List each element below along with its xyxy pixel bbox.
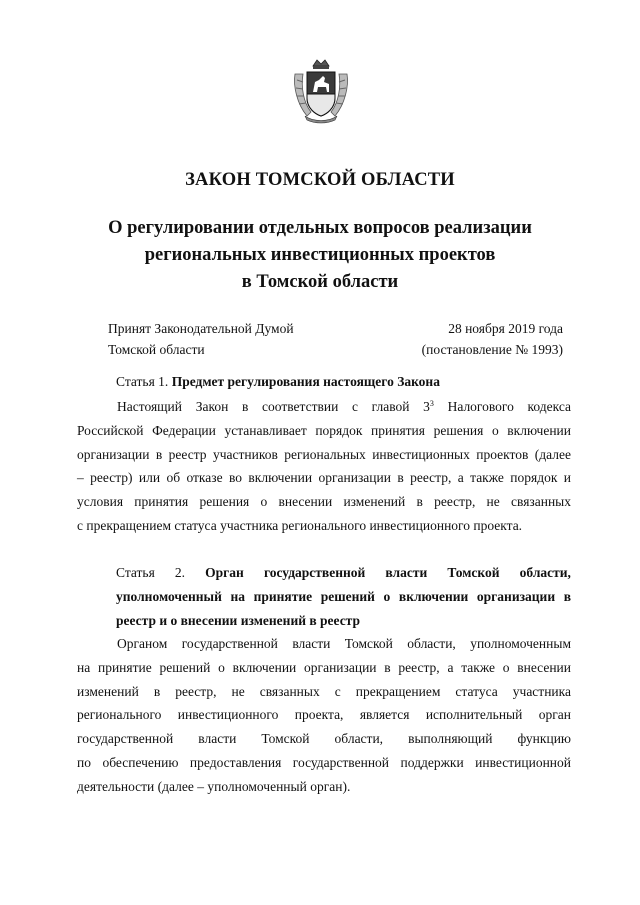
law-title: ЗАКОН ТОМСКОЙ ОБЛАСТИ bbox=[185, 170, 455, 190]
article-1-line: Российской Федерации устанавливает порядок принятия решения о включении bbox=[77, 422, 571, 438]
subtitle-line: в Томской области bbox=[241, 272, 399, 292]
article-2-line: изменений в реестр, не связанных с прекращением статуса участника bbox=[77, 683, 571, 699]
article-1-line: Настоящий Закон в соответствии с главой $3^3$ Налогового кодекса bbox=[117, 399, 571, 414]
article-2-body bbox=[77, 632, 571, 799]
article-2-line: деятельности (далее – уполномоченный орган). bbox=[77, 778, 351, 794]
subtitle-line: О регулировании отдельных вопросов реализации bbox=[108, 218, 532, 238]
article-1-line: с прекращением статуса участника регионального инвестиционного проекта. bbox=[77, 517, 523, 533]
adoption-body-line: Томской области bbox=[108, 342, 205, 357]
article-1-line: организации в реестр участников региональных инвестиционных проектов (далее bbox=[77, 446, 571, 462]
coat-of-arms-icon bbox=[291, 56, 351, 126]
adoption-resolution-line: (постановление № 1993) bbox=[421, 342, 563, 357]
adoption-date bbox=[422, 318, 563, 360]
article-1-title: Предмет регулирования настоящего Закона bbox=[171, 374, 440, 389]
adoption-date-line: 28 ноября 2019 года bbox=[448, 321, 563, 336]
article-1-line: условия принятия решения о внесении изменений в реестр, не связанных bbox=[77, 494, 571, 510]
article-2-line: Органом государственной власти Томской области, уполномоченным bbox=[117, 636, 571, 651]
article-2-line: по обеспечению предоставления государственной поддержки инвестиционной bbox=[77, 754, 571, 770]
adoption-body-line: Принят Законодательной Думой bbox=[108, 321, 294, 336]
article-2-heading-line: уполномоченный на принятие решений о включении организации в bbox=[116, 589, 571, 604]
article-1-prefix: Статья 1. bbox=[116, 374, 169, 389]
article-1-body bbox=[77, 395, 571, 538]
subtitle-line: региональных инвестиционных проектов bbox=[144, 245, 496, 265]
law-subtitle bbox=[80, 215, 560, 296]
article-1-heading bbox=[116, 374, 440, 390]
article-2-line: на принятие решений о включении организации в реестр, а также о внесении bbox=[77, 659, 571, 675]
article-1-line: – реестр) или об отказе во включении организации в реестр, а также порядок и bbox=[77, 470, 571, 486]
article-2-heading bbox=[116, 561, 571, 633]
chapter-superscript: 3 bbox=[429, 399, 434, 408]
article-2-line: регионального инвестиционного проекта, является исполнительный орган bbox=[77, 707, 571, 723]
article-2-heading-line: реестр и о внесении изменений в реестр bbox=[116, 612, 360, 628]
article-2-heading-line: Статья 2. Орган государственной власти Томской области, bbox=[116, 565, 571, 580]
adoption-body bbox=[108, 318, 294, 360]
article-2-line: государственной власти Томской области, выполняющий функцию bbox=[77, 731, 571, 747]
